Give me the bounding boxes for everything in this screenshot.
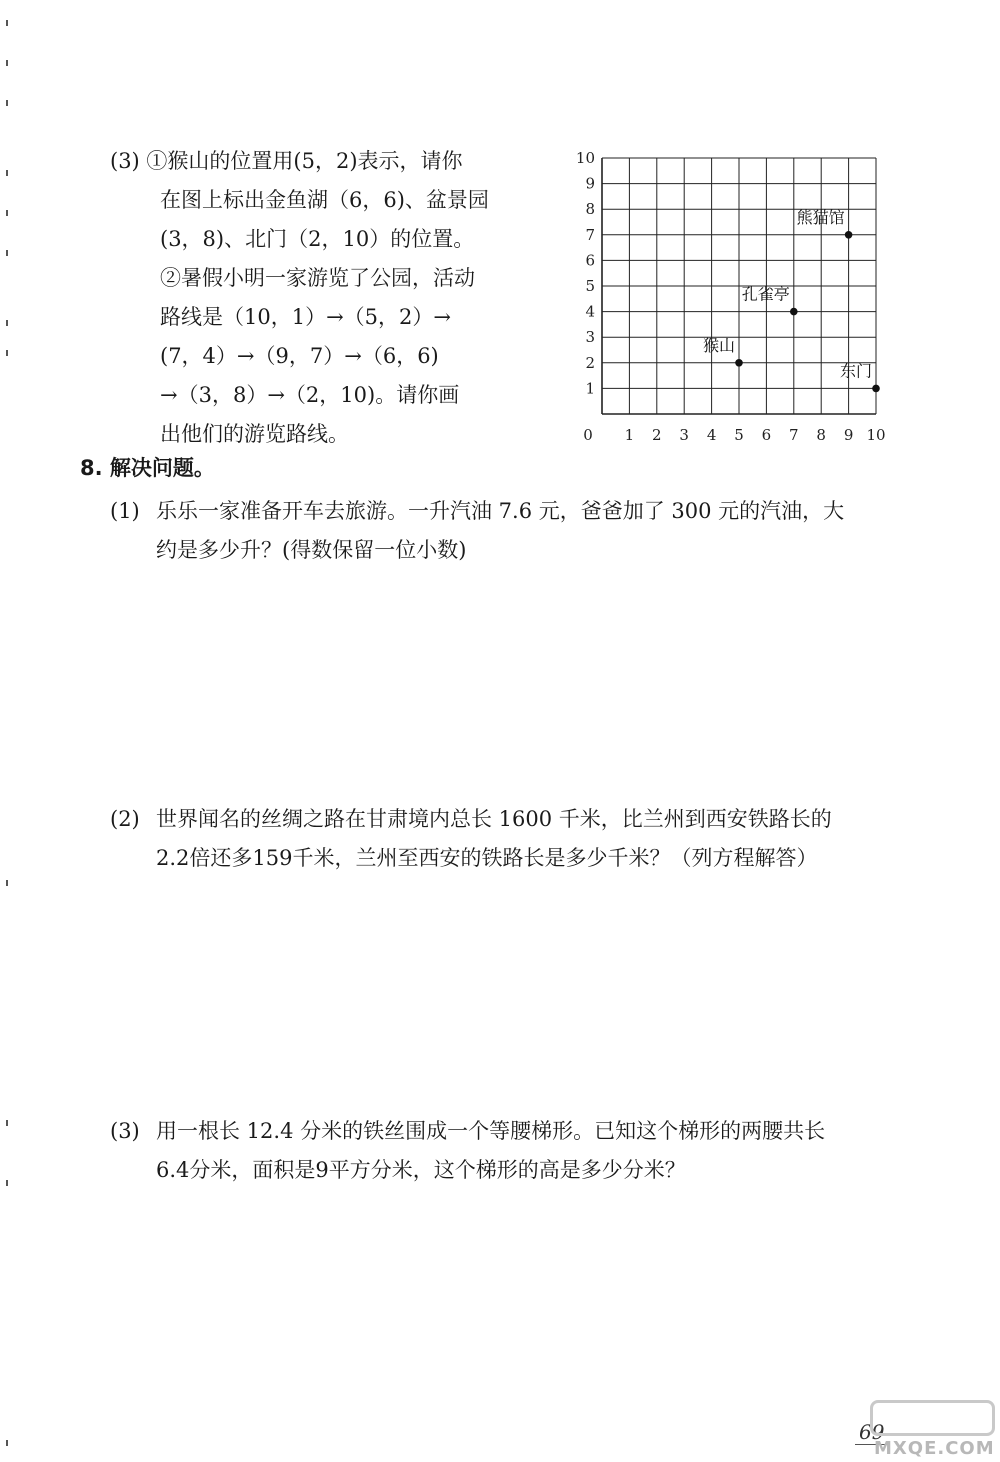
x-tick-label: 1 [624,426,635,444]
y-tick-label: 1 [585,379,595,398]
x-tick-label: 7 [789,426,799,444]
x-tick-label: 5 [734,426,744,444]
margin-marks [4,20,12,1460]
problem-3-line: →（3，8）→（2，10)。请你画 [160,383,460,407]
question-text: 乐乐一家准备开车去旅游。一升汽油 7.6 元，爸爸加了 300 元的汽油，大 [156,499,845,523]
y-tick-label: 3 [585,328,595,347]
question-number: (2) [110,807,140,831]
y-tick-label: 8 [585,200,595,219]
problem-3-line: (3，8)、北门（2，10）的位置。 [160,227,475,251]
problem-3-text [110,142,550,454]
y-tick-label: 4 [585,302,595,321]
question-3 [110,1112,920,1190]
question-number: (3) [110,1119,140,1143]
location-point [872,385,880,393]
problem-3-line: 在图上标出金鱼湖（6，6)、盆景园 [160,188,489,212]
y-tick-label: 2 [585,353,595,372]
question-text: 世界闻名的丝绸之路在甘肃境内总长 1600 千米，比兰州到西安铁路长的 [156,807,832,831]
location-point [735,359,743,367]
watermark-badge [870,1400,995,1436]
x-tick-label: 2 [652,426,662,444]
location-point [845,231,853,239]
question-text-cont: 6.4分米，面积是9平方分米，这个梯形的高是多少分米？ [156,1158,686,1182]
y-tick-label: 9 [585,174,595,193]
location-label: 东门 [839,361,872,381]
y-tick-label: 7 [585,225,595,244]
question-text: 用一根长 12.4 分米的铁丝围成一个等腰梯形。已知这个梯形的两腰共长 [156,1119,826,1143]
location-label: 孔雀亭 [741,284,790,304]
page-number: 69 [855,1420,888,1445]
question-1 [110,492,920,570]
coordinate-grid-svg [560,148,920,448]
x-tick-label: 10 [866,426,886,444]
question-text-cont: 2.2倍还多159千米，兰州至西安的铁路长是多少千米？（列方程解答） [156,846,818,870]
x-tick-label: 8 [816,426,826,444]
watermark-logo [870,1400,995,1460]
y-tick-label: 6 [585,251,595,270]
question-number: (1) [110,499,140,523]
watermark-site: MXQE.COM [874,1438,995,1459]
x-tick-label: 4 [706,426,717,444]
problem-3-line: (3) ①猴山的位置用(5，2)表示，请你 [110,149,463,173]
question-text-cont: 约是多少升？(得数保留一位小数) [156,538,467,562]
x-tick-label: 3 [679,426,689,444]
question-2 [110,800,920,878]
problem-3-line: 路线是（10，1）→（5，2）→ [160,305,451,329]
problem-3-line: (7，4）→（9，7）→（6，6) [160,344,439,368]
location-point [790,308,798,316]
coordinate-grid-chart [560,148,920,448]
section-8-title: 8. 解决问题。 [80,456,215,480]
problem-3-line: ②暑假小明一家游览了公园，活动 [160,266,475,290]
x-tick-label: 6 [761,426,772,444]
x-tick-label: 0 [583,426,593,444]
location-label: 熊猫馆 [796,207,845,227]
problem-3-line: 出他们的游览路线。 [160,422,349,446]
y-tick-label: 5 [585,277,595,295]
y-tick-label: 10 [575,149,595,167]
location-label: 猴山 [702,335,735,355]
x-tick-label: 9 [843,426,854,444]
